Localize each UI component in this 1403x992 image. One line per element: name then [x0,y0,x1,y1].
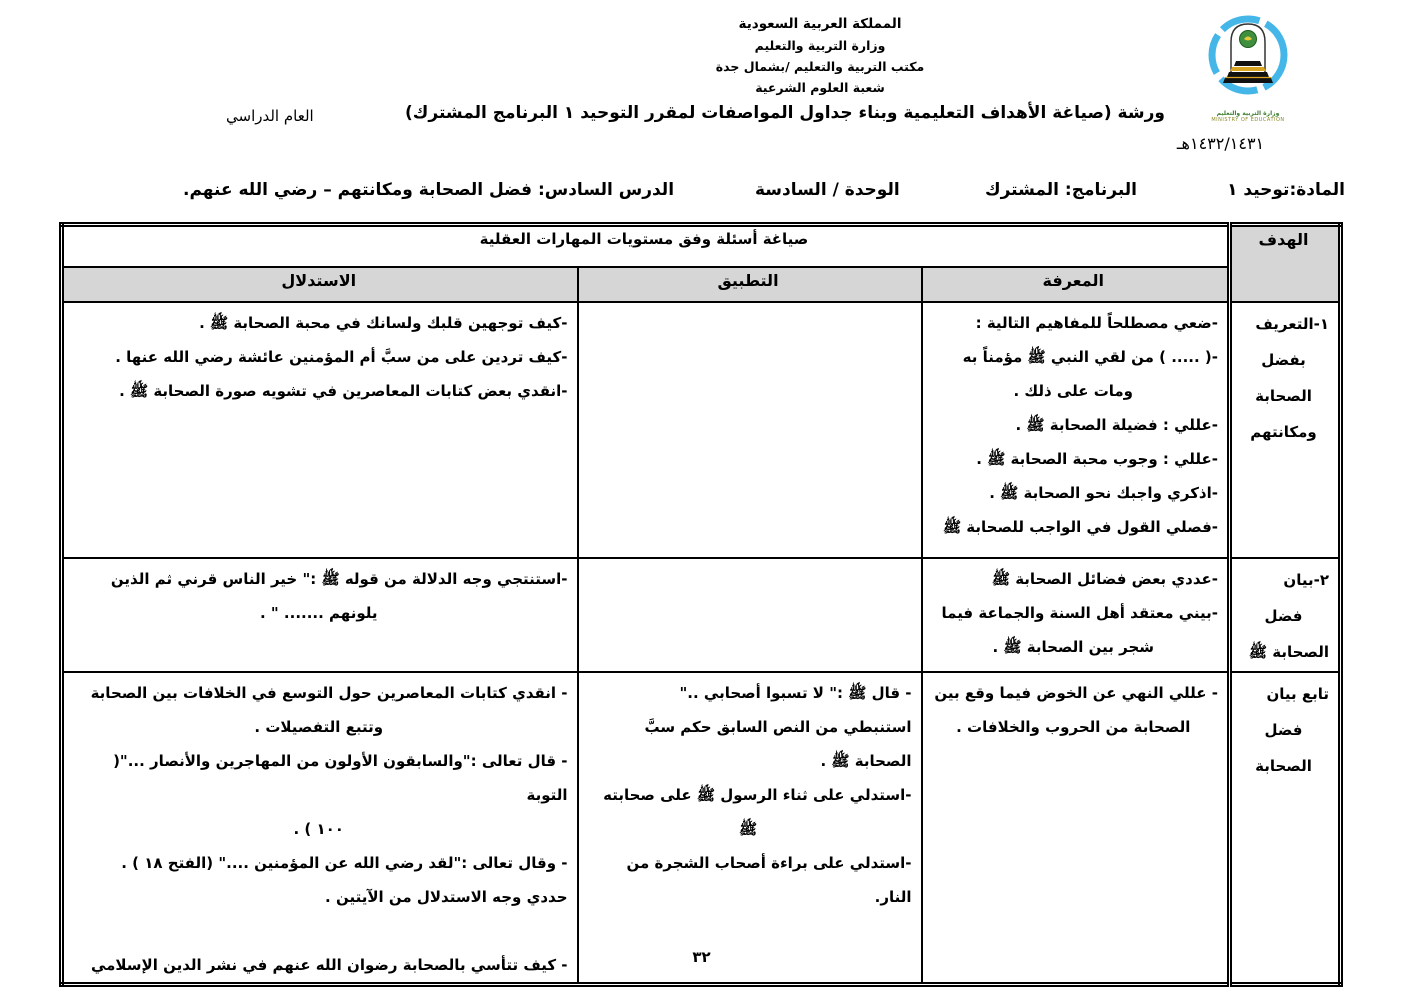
application-cell [578,302,922,558]
text-line: الصحابة [1255,387,1312,405]
unit-label: الوحدة / السادسة [755,180,900,200]
text-line: الصحابة ﷺ . [820,752,912,770]
objectives-table [59,222,1343,987]
reasoning-cell [61,672,577,985]
text-line: -كيف تردين على من سبَّ أم المؤمنين عائشة رضي الله عنها . [115,348,568,366]
text-line: -عددي بعض فضائل الصحابة ﷺ [991,570,1218,588]
text-line: - انقدي كتابات المعاصرين حول التوسع في الخلافات بين الصحابة [90,684,568,702]
text-line: الصحابة من الحروب والخلافات . [956,718,1191,736]
org-division-line: شعبة العلوم الشرعية [755,80,885,95]
text-line: -استدلي على ثناء الرسول ﷺ على صحابته [603,786,912,804]
text-line: -بيني معتقد أهل السنة والجماعة فيما [941,604,1218,622]
text-line [70,914,568,948]
reasoning-cell [61,302,577,558]
column-header-objective: الهدف [1230,225,1341,303]
text-line: -اذكري واجبك نحو الصحابة ﷺ . [989,484,1218,502]
text-line: ١-التعريف [1255,315,1329,333]
lesson-label: الدرس السادس: فضل الصحابة ومكانتهم – رضي الله عنهم. [183,180,675,200]
text-line: - كيف تتأسي بالصحابة رضوان الله عنهم في نشر الدين الإسلامي [90,956,568,974]
text-line: وتتبع التفصيلات . [254,718,384,736]
ministry-logo-icon [1203,14,1293,106]
knowledge-cell [922,558,1230,672]
text-line: - وقال تعالى :"لقد رضي الله عن المؤمنين ...." (الفتح ١٨ ) . [121,854,568,872]
text-line: - عللي النهي عن الخوض فيما وقع بين [934,684,1218,702]
org-country-line: المملكة العربية السعودية [738,16,902,32]
program-label: البرنامج: المشترك [985,180,1137,200]
text-line: فضل [1264,721,1303,739]
column-header-reasoning: الاستدلال [61,267,577,302]
table-row [61,558,1340,672]
text-line: فضل [1264,607,1303,625]
table-span-header: صياغة أسئلة وفق مستويات المهارات العقلية [61,225,1229,268]
objectives-table-wrap [64,222,1343,987]
text-line: - قال تعالى :"والسابقون الأولون من المهاجرين والأنصار ..."( التوبة [113,752,568,804]
hijri-year: ١٤٣٢/١٤٣١هـ [1176,134,1265,153]
logo-caption-arabic: وزارة التربية والتعليم [1216,110,1280,117]
text-line: -انقدي بعض كتابات المعاصرين في تشويه صورة الصحابة ﷺ . [119,382,568,400]
text-line: استنبطي من النص السابق حكم سبَّ [644,718,912,736]
table-row [61,302,1340,558]
knowledge-cell [922,302,1230,558]
application-cell [578,672,922,985]
text-line: بفضل [1261,351,1306,369]
text-line: تابع بيان [1266,685,1329,703]
application-cell [578,558,922,672]
text-line: -فصلي القول في الواجب للصحابة ﷺ [942,518,1218,536]
column-header-application: التطبيق [578,267,922,302]
text-line: الصحابة [1255,757,1312,775]
text-line: -كيف توجهين قلبك ولسانك في محبة الصحابة ﷺ . [199,314,568,332]
text-line: ومكانتهم [1250,423,1317,441]
page-number: ٣٢ [692,948,711,966]
ministry-logo [1198,14,1298,123]
text-line: حددي وجه الاستدلال من الآيتين . [325,888,568,906]
objective-cell [1230,558,1341,672]
text-line: -عللي : فضيلة الصحابة ﷺ . [1015,416,1218,434]
org-header [565,14,1075,98]
column-header-knowledge: المعرفة [922,267,1230,302]
text-line: ﷺ [738,820,758,838]
objective-cell [1230,302,1341,558]
text-line: الصحابة ﷺ [1248,643,1329,661]
text-line: شجر بين الصحابة ﷺ . [992,638,1155,656]
text-line: -ضعي مصطلحاً للمفاهيم التالية : [975,314,1218,332]
text-line: ومات على ذلك . [1013,382,1134,400]
academic-year-label: العام الدراسي [226,107,314,125]
text-line: ٢-بيان [1283,571,1329,589]
text-line: -استنتجي وجه الدلالة من قوله ﷺ :" خير الناس قرني ثم الذين [110,570,568,588]
table-row [61,672,1340,985]
org-ministry-line: وزارة التربية والتعليم [754,38,886,53]
logo-caption-english: MINISTRY OF EDUCATION [1211,117,1285,123]
text-line: -عللي : وجوب محبة الصحابة ﷺ . [976,450,1218,468]
org-office-line: مكتب التربية والتعليم /بشمال جدة [715,59,925,74]
text-line: - قال ﷺ :" لا تسبوا أصحابي .." [679,684,912,702]
text-line: يلونهم ....... " . [259,604,378,622]
objective-cell [1230,672,1341,985]
knowledge-cell [922,672,1230,985]
workshop-title: ورشة (صياغة الأهداف التعليمية وبناء جداول المواصفات لمقرر التوحيد ١ البرنامج المشترك) [405,103,1165,123]
text-line: -استدلي على براءة أصحاب الشجرة من النار. [626,854,912,906]
text-line: ١٠٠ ) . [293,820,344,838]
reasoning-cell [61,558,577,672]
subject-label: المادة:توحيد ١ [1227,180,1345,200]
text-line: -( ..... ) من لقي النبي ﷺ مؤمناً به [962,348,1218,366]
